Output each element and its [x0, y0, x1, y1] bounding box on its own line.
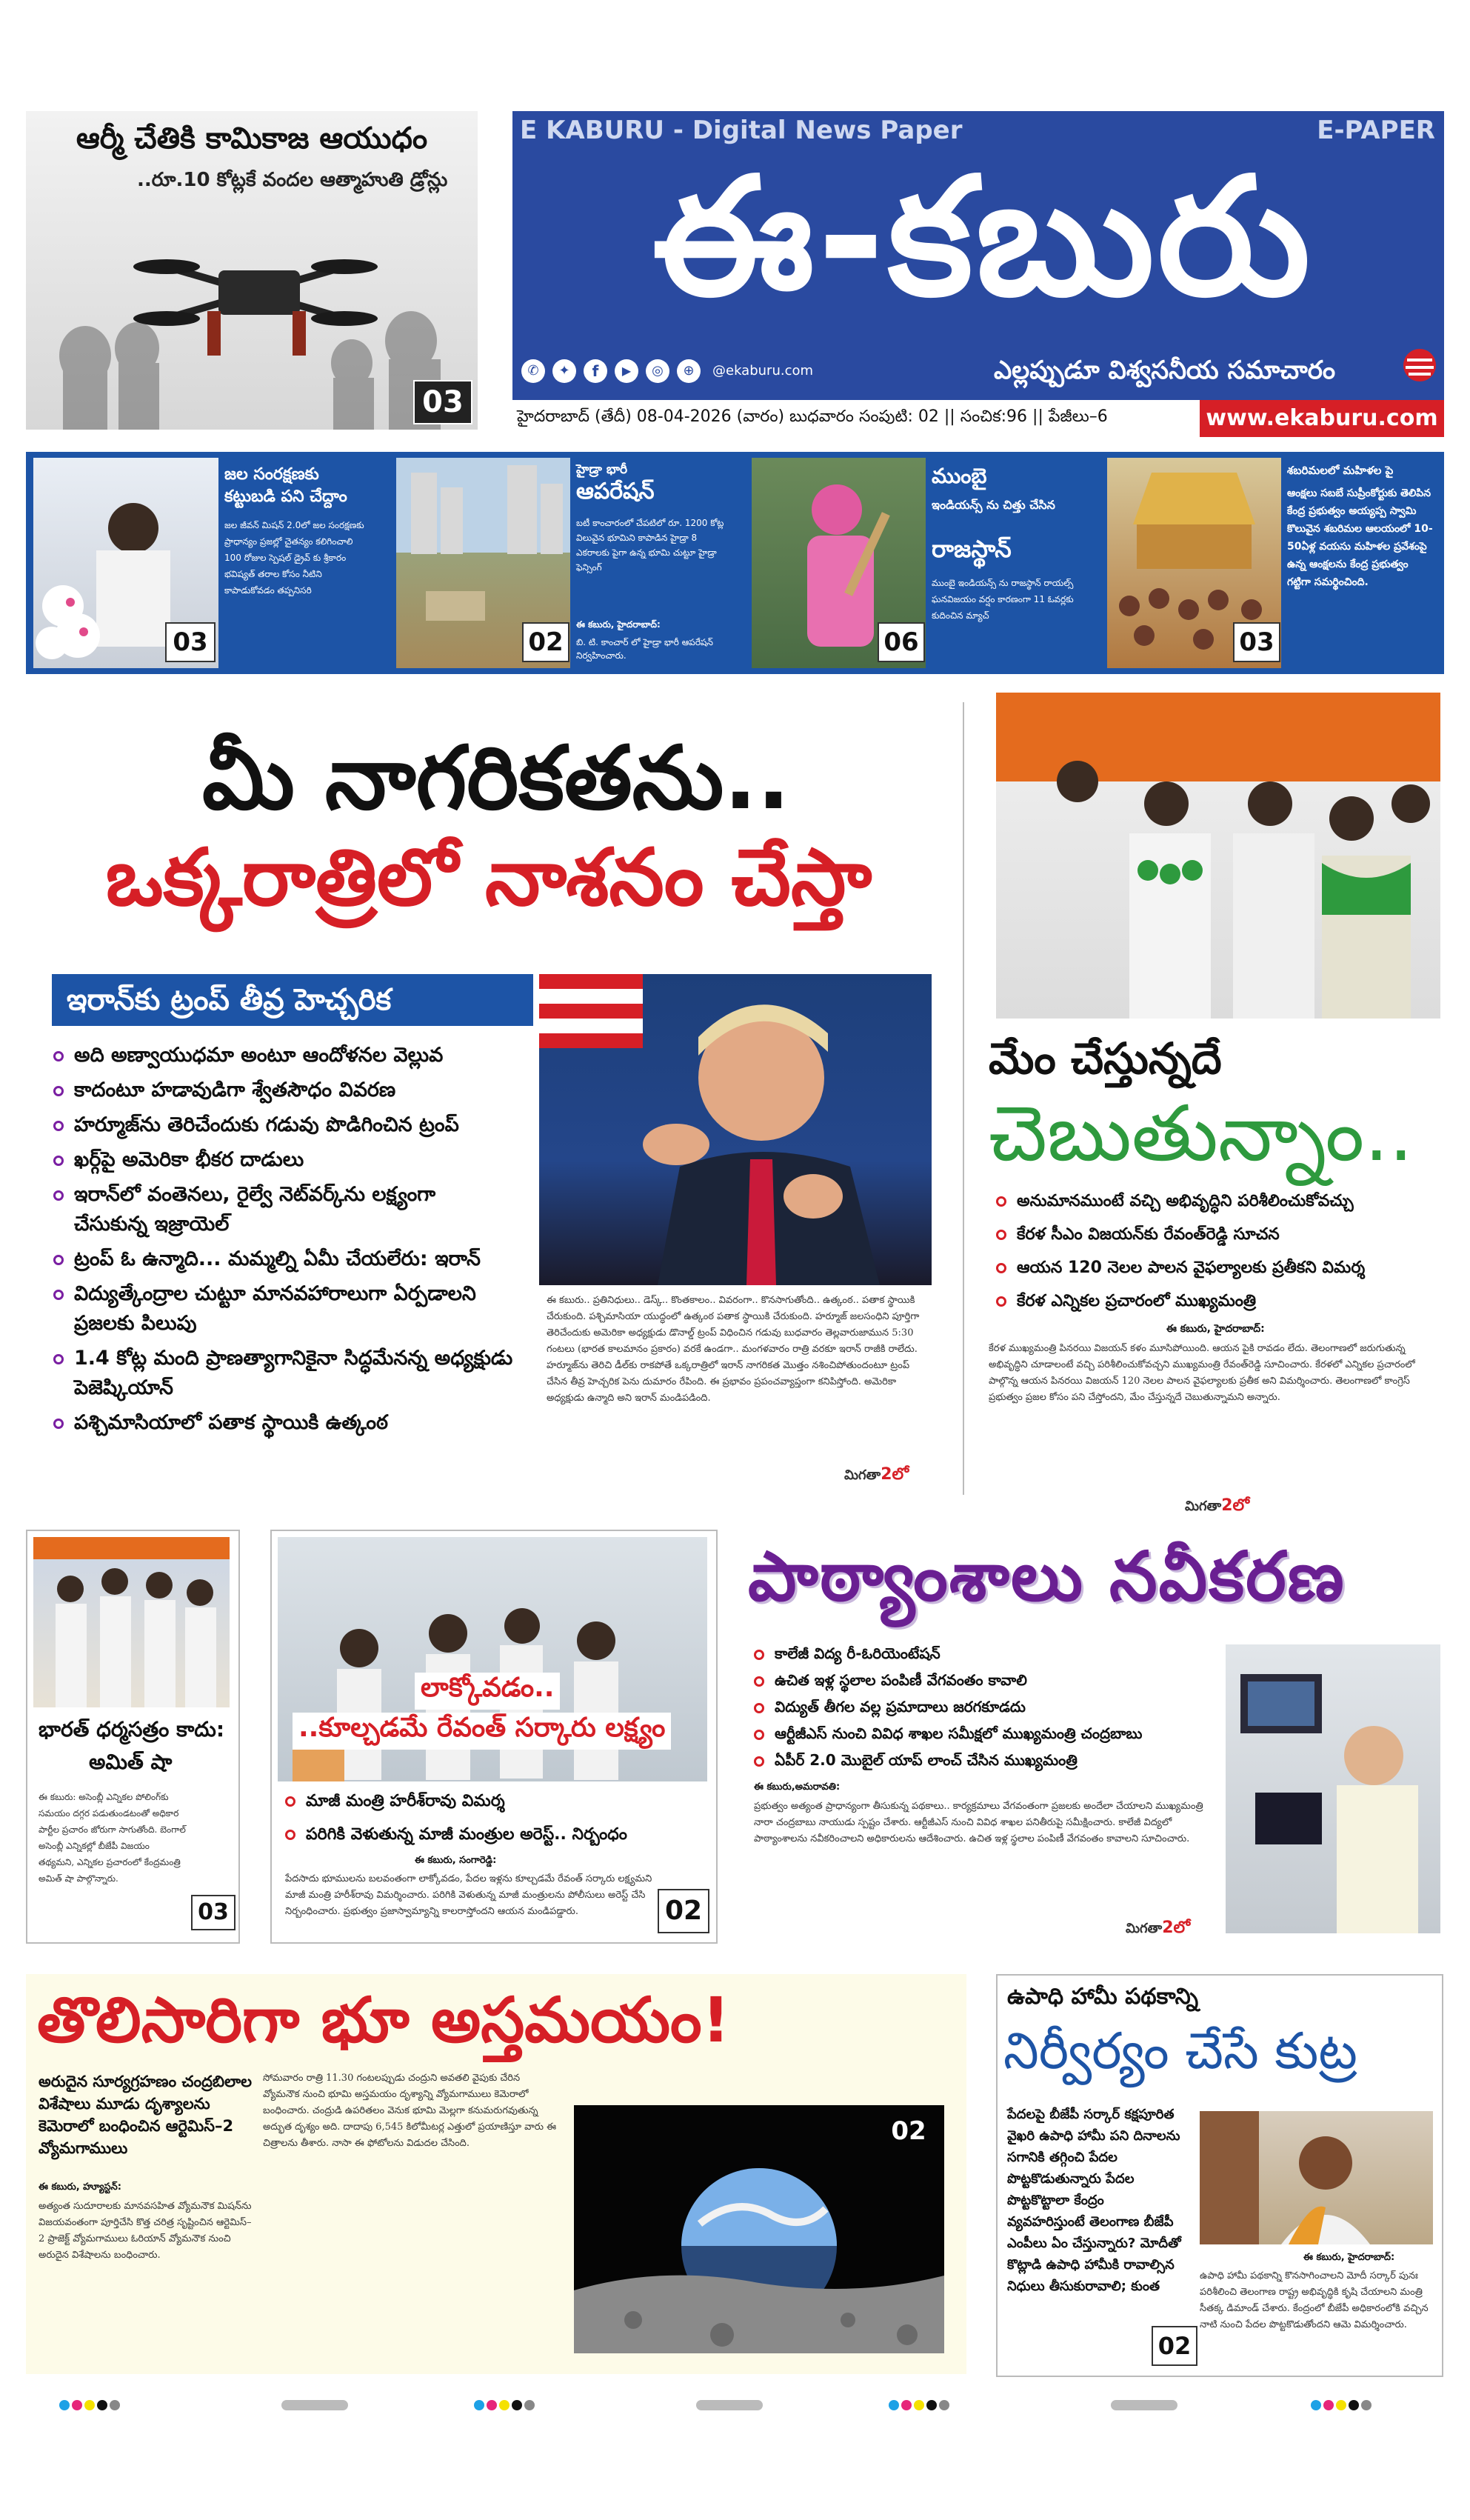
teaser-sabarimala[interactable]: [1107, 458, 1437, 668]
teaser-sabarimala-page: 03: [1233, 622, 1280, 662]
lead-bullet: పశ్చిమాసియాలో పతాక స్థాయికి ఉత్కంఠ: [53, 1410, 388, 1436]
earth-body-right: సోమవారం రాత్రి 11.30 గంటలప్పుడు చంద్రుని అవతలి వైపుకు చేరిన వ్యోమనౌక నుంచి భూమి అస్తమయం దృశ్యాన్ని వ్యోమగాములు కెమెరాలో బంధించారు. చంద్రుడి ఉపరితలం వెనుక భూమి మెల్లగా కనుమరుగవుతున్న అద్భుత దృశ్యం అది. దాదాపు 6,545 కిలోమీటర్ల ఎత్తులో ప్రయాణిస్తూ వారు ఈ చిత్రాలను తీశారు. నాసా ఈ ఫోటోలను విడుదల చేసింది.: [263, 2073, 557, 2149]
teaser-water-title: జల సంరక్షణకు కట్టుబడి పని చేద్దాం: [224, 465, 347, 506]
teaser-ipl-body: ముంబై ఇండియన్స్ ను రాజస్థాన్ రాయల్స్ ఘనవిజయం వర్షం కారణంగా 11 ఓవర్లకు కుదించిన మ్యాచ్: [932, 578, 1074, 621]
trump-photo: [539, 974, 932, 1285]
school-continued[interactable]: మిగతా2లో: [1126, 1919, 1191, 1937]
registration-marks: [889, 2400, 949, 2410]
masthead-slogan: ఎల్లప్పుడూ విశ్వసనీయ సమాచారం: [994, 356, 1336, 385]
harish-headline-1: లాక్కోవడం..: [415, 1673, 560, 1710]
side-bullet: కేరళ సీఎం విజయన్‌కు రేవంత్‌రెడ్డి సూచన: [996, 1222, 1280, 1247]
nrega-page: 02: [1152, 2326, 1197, 2366]
side-body: కేరళ ముఖ్యమంత్రి పినరయి విజయన్ కళం మూసిపోయింది. ఆయన పైకి రావడం లేదు. తెలంగాణలో జరుగుతున్న అభివృద్ధిని చూడాలంటే వచ్చి పరిశీలించుకోవచ్చని ముఖ్యమంత్రి రేవంత్‌రెడ్డి సూచించారు. కేరళలో ఎన్నికల ప్రచారంలో పాల్గొన్న ఆయన పినరయి విజయన్ 120 నెలల పాలన వైఫల్యాలకు ప్రతీక అని విమర్శించారు. తెలంగాణలో కాంగ్రెస్ ప్రభుత్వం ప్రజల కోసం పని చేస్తోందని, మేం చేస్తున్నదే చెబుతున్నామని అన్నారు.: [989, 1343, 1415, 1403]
school-bullet: విద్యుత్ తీగల వల్ల ప్రమాదాలు జరగకూడదు: [754, 1696, 1026, 1717]
grey-bar: [1111, 2400, 1177, 2410]
teaser-sabarimala-kicker: శబరిమలలో మహిళల పై: [1287, 464, 1394, 477]
side-headline-1: మేం చేస్తున్నదే: [989, 1033, 1222, 1084]
teaser-water-body: జల జీవన్ మిషన్ 2.0లో జల సంరక్షణకు ప్రాధాన్యం ప్రజల్లో చైతన్యం కలిగించాలి 100 రోజుల స్పెషల్ డ్రైవ్ కు శ్రీకారం భవిష్యత్ తరాల కోసం నీటిని కాపాడుకోవడం తప్పనిసరి: [224, 520, 364, 596]
teaser-ipl-title: రాజస్థాన్: [932, 535, 1012, 563]
lead-bullet: ఇరాన్‌లో వంతెనలు, రైల్వే నెట్‌వర్క్‌ను లక్ష్యంగా: [53, 1182, 435, 1207]
social-icons: [521, 359, 813, 383]
teaser-sabarimala-body: ఆంక్షలు సబబే సుప్రీంకోర్టుకు తెలిపిన కేంద్ర ప్రభుత్వం అయ్యప్ప స్వామి కొలువైన శబరిమల ఆలయంలో 10-50ఏళ్ల వయసు మహిళల ప్రవేశంపై ఉన్న ఆంక్షలను కేంద్ర ప్రభుత్వం గట్టిగా సమర్థించింది.: [1287, 487, 1433, 588]
school-headline: పాఠ్యాంశాలు నవీకరణ: [748, 1537, 1346, 1616]
registration-marks: [59, 2400, 120, 2410]
lead-bullet: కాదంటూ హడావుడిగా శ్వేతసౌధం వివరణ: [53, 1078, 395, 1103]
teaser-hydra[interactable]: [396, 458, 729, 668]
lead-bullet-cont: పెజెష్కియాన్: [74, 1376, 173, 1399]
logo-globe-icon: [1401, 347, 1438, 384]
harish-body: పేదసాదు భూములను బలవంతంగా లాక్కోవడం, పేదల ఇళ్లను కూల్చడమే రేవంత్ సర్కారు లక్ష్యమని మాజీ మంత్రి హరీశ్‌రావు విమర్శించారు. పరిగికి వెళుతున్న మాజీ మంత్రులను పోలీసులు అరెస్ట్ చేసి నిర్బంధించారు. ప్రభుత్వం ప్రజాస్వామ్యాన్ని కాలరాస్తోందని ఆయన మండిపడ్డారు.: [285, 1873, 652, 1917]
teaser-hydra-kicker: హైడ్రా భారీ: [576, 462, 628, 477]
side-bullet: అనుమానముంటే వచ్చి అభివృద్ధిని పరిశీలించుకోవచ్చు: [996, 1189, 1354, 1214]
school-dateline: ఈ కబురు,అమరావతి:: [754, 1781, 841, 1793]
nrega-dateline: ఈ కబురు, హైదరాబాద్:: [1303, 2252, 1395, 2263]
social-handle: @ekaburu.com: [712, 363, 814, 379]
masthead-tagline: E KABURU - Digital News Paper: [520, 116, 963, 145]
teaser-ipl-subtitle: ఇండియన్స్ ను చిత్తు చేసిన: [932, 498, 1055, 512]
nrega-body: ఉపాధి హామీ పథకాన్ని కొనసాగించాలని మోదీ సర్కార్ పునః పరిశీలించి తెలంగాణ రాష్ట్ర అభివృద్ధికి కృషి చేయాలని మంత్రి సీతక్క డిమాండ్ చేశారు. కేంద్రంలో బీజేపీ అధికారంలోకి వచ్చిన నాటి నుంచి పేదల పొట్టకొడుతోందని ఆమె విమర్శించారు.: [1200, 2270, 1429, 2330]
teaser-water-page: 03: [165, 622, 216, 662]
side-continued[interactable]: మిగతా2లో: [1185, 1496, 1250, 1515]
masthead: [512, 111, 1444, 437]
seethakka-photo: [1200, 2111, 1433, 2244]
masthead-title: ఈ-కబురు: [652, 142, 1314, 332]
registration-marks: [1311, 2400, 1372, 2410]
facebook-icon[interactable]: f: [584, 359, 607, 383]
teaser-ipl[interactable]: [752, 458, 1085, 668]
earthset-photo: [574, 2105, 944, 2353]
teaser-ipl-kicker: ముంబై: [932, 464, 987, 488]
dateline-bar: [512, 400, 1444, 437]
teaser-hydra-body: బటీ కాంచారంలో చేపటిలో రూ. 1200 కోట్ల విలువైన భూమిని కాపాడిన హైడ్రా 8 ఎకరాలకు పైగా ఉన్న భూమి చుట్టూ హైడ్రా ఫెన్సింగ్: [576, 518, 724, 573]
earth-headline: తొలిసారిగా భూ అస్తమయం!: [37, 1984, 730, 2056]
ad-page-number: 03: [413, 380, 472, 424]
lead-bullet: ఖర్గ్‌పై అమెరికా భీకర దాడులు: [53, 1147, 304, 1173]
teaser-hydra-excerpt: బి. టి. కాంచార్ లో హైడ్రా భారీ ఆపరేషన్ నిర్వహించారు.: [576, 637, 713, 661]
amit-title: భారత్ ధర్మసత్రం కాదు:: [39, 1717, 225, 1741]
ad-headline: ఆర్మీ చేతికి కామికాజ ఆయుధం: [76, 121, 428, 156]
harish-page: 02: [658, 1889, 709, 1933]
amit-body: ఈ కబురు: అసెంబ్లీ ఎన్నికల పోలింగ్‌కు సమయం దగ్గర పడుతుండటంతో అధికార పార్టీల ప్రచారం జోరుగా సాగుతోంది. బెంగాల్ అసెంబ్లీ ఎన్నికల్లో బీజేపీ విజయం తథ్యమని, ఎన్నికల ప్రచారంలో కేంద్రమంత్రి అమిత్ షా పాల్గొన్నారు.: [39, 1792, 186, 1884]
amit-photo: [33, 1537, 230, 1707]
school-bullet: ఏపీర్ 2.0 మొబైల్ యాప్ లాంచ్ చేసిన ముఖ్యమంత్రి: [754, 1750, 1078, 1770]
registration-marks: [474, 2400, 535, 2410]
nrega-kicker: ఉపాధి హామీ పథకాన్ని: [1007, 1984, 1198, 2010]
issue-dateline: హైదరాబాద్ (తేదీ) 08-04-2026 (వారం) బుధవారం సంపుటి: 02 || సంచిక:96 || పేజీలు–6: [517, 407, 1108, 426]
drone-ad: [26, 111, 478, 430]
nrega-headline: నిర్వీర్యం చేసే కుట్ర: [1003, 2022, 1357, 2081]
instagram-icon[interactable]: ◎: [646, 359, 669, 383]
revanth-photo: [996, 693, 1440, 1019]
website-link[interactable]: www.ekaburu.com: [1200, 400, 1444, 437]
teaser-ipl-page: 06: [878, 622, 925, 662]
epaper-label: E-PAPER: [1317, 116, 1435, 145]
harish-bullet: పరిగికి వెళుతున్న మాజీ మంత్రుల అరెస్ట్.. నిర్బంధం: [285, 1822, 627, 1847]
earth-body-left: అత్యంత సుదూరాలకు మానవసహిత వ్యోమనౌక మిషన్‌ను విజయవంతంగా పూర్తిచేసి కొత్త చరిత్ర సృష్టించిన ఆర్టెమిస్–2 ప్రాజెక్ట్ వ్యోమగాములు ఓరియాన్ వ్యోమనౌక నుంచి అరుదైన విశేషాలను బంధించారు.: [39, 2201, 252, 2261]
harish-dateline: ఈ కబురు, సంగారెడ్డి:: [415, 1855, 497, 1866]
harish-headline-2: ..కూల్చడమే రేవంత్ సర్కారు లక్ష్యం: [293, 1713, 671, 1750]
lead-body: ఈ కబురు.. ప్రతినిధులు.. డెస్క్.. కొంతకాలం.. వివరంగా.. కొనసాగుతోంది.. ఉత్కంఠ.. పతాక స్థాయికి చేరుకుంది. పశ్చిమాసియా యుద్ధంలో ఉత్కంఠ పతాక స్థాయికి చేరుకుంది. హర్మూజ్ జలసంధిని పూర్తిగా తెరిచేందుకు అమెరికా అధ్యక్షుడు డొనాల్డ్ ట్రంప్ విధించిన గడువు బుధవారం తెల్లవారుజామున 5:30 గంటలు (భారత కాలమానం ప్రకారం) వరకే ఉండగా.. మంగళవారం రాత్రి వరకూ ఇరాన్ రాజీకి రాలేదు. హర్మూజ్‌ను తెరిచి డీల్‌కు రాకపోతే ఒక్కరాత్రిలో ఇరాన్ నాగరికత మొత్తం నశించిపోతుందంటూ ట్రంప్ చేసిన తీవ్ర హెచ్చరిక పెను దుమారం రేపింది. ఈ ప్రభావం ప్రపంచవ్యాప్తంగా కనిపిస్తోంది. అమెరికా అధ్యక్షుడు ఉన్మాది అని ఇరాన్ మండిపడింది.: [547, 1295, 920, 1404]
earth-dateline: ఈ కబురు, హ్యూస్టన్:: [39, 2181, 121, 2193]
drone-illustration: [26, 200, 478, 430]
lead-headline-1: మీ నాగరికతను..: [201, 727, 790, 829]
teaser-hydra-dateline: ఈ కబురు, హైదరాబాద్:: [576, 619, 661, 630]
lead-continued[interactable]: మిగతా2లో: [844, 1465, 909, 1484]
lead-subhead: ఇరాన్‌కు ట్రంప్ తీవ్ర హెచ్చరిక: [52, 974, 533, 1026]
youtube-icon[interactable]: ▶: [615, 359, 638, 383]
amit-page: 03: [191, 1895, 235, 1930]
earth-deck: అరుదైన సూర్యగ్రహణం చంద్రబిలాల విశేషాలు మూడు దృశ్యాలను కెమెరాలో బంధించిన ఆర్టెమిస్–2 వ్యోమగాములు: [39, 2073, 252, 2157]
lead-bullet: విద్యుత్కేంద్రాల చుట్టూ మానవహారాలుగా ఏర్పడాలని: [53, 1281, 476, 1307]
lead-bullet-cont: చేసుకున్న ఇజ్రాయెల్: [74, 1213, 230, 1236]
lead-bullet: హర్మూజ్‌ను తెరిచేందుకు గడువు పొడిగించిన ట్రంప్: [53, 1113, 459, 1138]
chandrababu-photo: [1226, 1644, 1440, 1933]
side-dateline: ఈ కబురు, హైదరాబాద్:: [1166, 1323, 1265, 1335]
teaser-hydra-title: ఆపరేషన్: [576, 479, 655, 504]
grey-bar: [696, 2400, 763, 2410]
lead-bullet: అది అణ్వాయుధమా అంటూ ఆందోళనల వెల్లువ: [53, 1043, 443, 1068]
lead-bullet: 1.4 కోట్ల మంది ప్రాణత్యాగానికైనా సిద్ధమేనన్న అధ్యక్షుడు: [53, 1346, 512, 1371]
school-body: ప్రభుత్వం అత్యంత ప్రాధాన్యంగా తీసుకున్న పథకాలు.. కార్యక్రమాలు వేగవంతంగా ప్రజలకు అందేలా చేయాలని ముఖ్యమంత్రి నారా చంద్రబాబు నాయుడు స్పష్టం చేశారు. ఆర్టీజీఎస్ నుంచి వివిధ శాఖల పనితీరుపై సమీక్షించారు. కాలేజీ విద్యలో పాఠ్యాంశాలను నవీకరించాలని అధికారులను ఆదేశించారు. ఉచిత ఇళ్ల స్థలాల పంపిణీ వేగవంతం కావాలని సూచించారు.: [754, 1801, 1203, 1844]
twitter-icon[interactable]: ✦: [552, 359, 576, 383]
teaser-hydra-page: 02: [522, 622, 569, 662]
teaser-water[interactable]: [33, 458, 374, 668]
harish-bullet: మాజీ మంత్రి హరీశ్‌రావు విమర్శ: [285, 1789, 505, 1814]
lead-bullet-cont: ప్రజలకు పిలుపు: [74, 1312, 197, 1335]
nrega-deck: పేదలపై బీజేపీ సర్కార్ కక్షపూరిత వైఖరి ఉపాధి హామీ పని దినాలను సగానికి తగ్గించి పేదల పొట్టకొడుతున్నారు పేదల పొట్టకొట్టాలా కేంద్రం వ్యవహరిస్తుంటే తెలంగాణ బీజేపీ ఎంపీలు ఏం చేస్తున్నారు? మోదీతో కొట్లాడి ఉపాధి హామీకి రావాల్సిన నిధులు తీసుకురావాలి; కుంత: [1007, 2107, 1181, 2294]
grey-bar: [281, 2400, 348, 2410]
school-bullet: ఆర్టీజీఎస్ నుంచి వివిధ శాఖల సమీక్షలో ముఖ్యమంత్రి చంద్రబాబు: [754, 1723, 1142, 1744]
lead-bullet: ట్రంప్ ఓ ఉన్మాది... మమ్మల్ని ఏమీ చేయలేరు: ఇరాన్: [53, 1247, 481, 1272]
school-bullet: కాలేజీ విద్య రీ-ఓరియెంటేషన్: [754, 1643, 941, 1664]
whatsapp-icon[interactable]: ✆: [521, 359, 545, 383]
side-bullet: ఆయన 120 నెలల పాలన వైఫల్యాలకు ప్రతీకని విమర్శ: [996, 1256, 1365, 1281]
ad-subline: ..రూ.10 కోట్లకే వందల ఆత్మాహుతి డ్రోన్లు: [137, 169, 448, 191]
lead-headline-2: ఒక్కరాత్రిలో నాశనం చేస్తా: [105, 832, 872, 923]
side-headline-2: చెబుతున్నాం..: [989, 1088, 1414, 1179]
amit-subtitle: అమిత్ షా: [89, 1750, 173, 1774]
side-bullet: కేరళ ఎన్నికల ప్రచారంలో ముఖ్యమంత్రి: [996, 1289, 1256, 1314]
earth-page: 02: [891, 2116, 926, 2146]
web-icon[interactable]: ⊕: [677, 359, 701, 383]
school-bullet: ఉచిత ఇళ్ల స్థలాల పంపిణీ వేగవంతం కావాలి: [754, 1670, 1027, 1690]
